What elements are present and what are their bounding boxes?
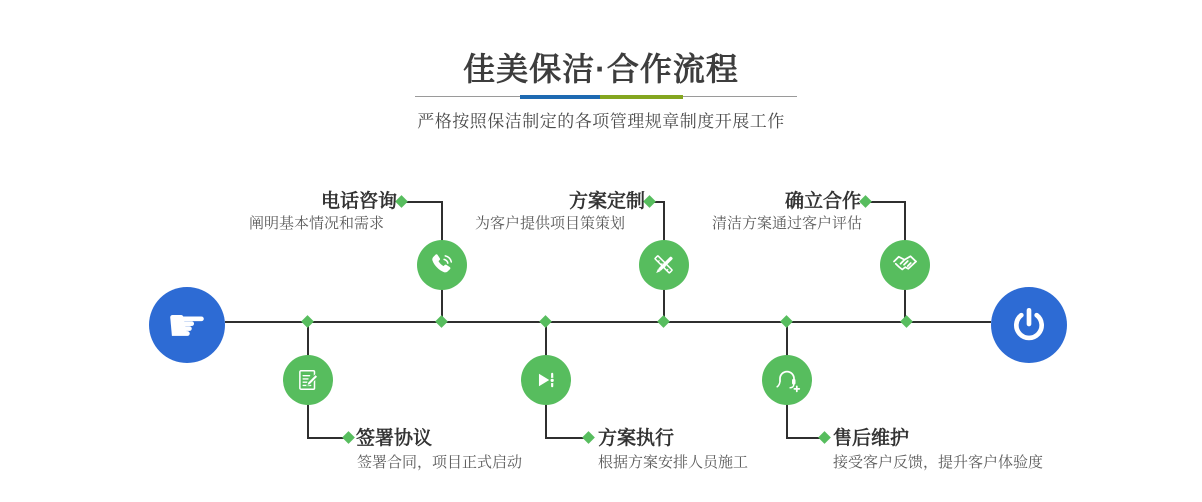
connector-line xyxy=(786,437,822,439)
diamond-marker xyxy=(900,315,913,328)
diamond-marker xyxy=(859,195,872,208)
diamond-marker xyxy=(342,431,355,444)
step-description: 根据方案安排人员施工 xyxy=(598,454,749,471)
step-label: 售后维护 xyxy=(833,428,910,449)
diamond-marker xyxy=(643,195,656,208)
step-label: 确立合作 xyxy=(784,191,861,212)
diamond-marker xyxy=(818,431,831,444)
step-label: 方案定制 xyxy=(568,191,645,212)
headset-support-icon xyxy=(773,366,801,394)
connector-line xyxy=(307,437,346,439)
step-node-aftersales xyxy=(762,355,812,405)
diamond-marker xyxy=(780,315,793,328)
page-subtitle: 严格按照保洁制定的各项管理规章制度开展工作 xyxy=(417,112,785,131)
step-description: 阐明基本情况和需求 xyxy=(248,215,384,232)
divider-green-segment xyxy=(600,95,683,99)
connector-line xyxy=(405,201,443,203)
end-node xyxy=(991,287,1067,363)
phone-icon xyxy=(428,251,456,279)
sign-document-icon xyxy=(295,367,321,393)
step-label: 签署协议 xyxy=(356,428,433,449)
step-description: 为客户提供项目策策划 xyxy=(474,215,625,232)
step-node-cooperation xyxy=(880,240,930,290)
step-node-design xyxy=(639,240,689,290)
pointing-hand-icon: ☛ xyxy=(166,298,208,352)
step-label: 电话咨询 xyxy=(320,191,397,212)
step-description: 接受客户反馈，提升客户体验度 xyxy=(833,454,1044,471)
power-icon xyxy=(1009,305,1049,345)
step-node-execute xyxy=(521,355,571,405)
step-description: 签署合同，项目正式启动 xyxy=(357,454,523,471)
handshake-icon xyxy=(890,250,920,280)
connector-line xyxy=(870,201,906,203)
diamond-marker xyxy=(395,195,408,208)
step-node-phone xyxy=(417,240,467,290)
timeline-main-line xyxy=(225,321,991,323)
start-node xyxy=(149,287,225,363)
diamond-marker xyxy=(435,315,448,328)
diamond-marker xyxy=(539,315,552,328)
pencil-ruler-icon xyxy=(650,251,678,279)
divider-blue-segment xyxy=(520,95,600,99)
diamond-marker xyxy=(657,315,670,328)
step-description: 清洁方案通过客户评估 xyxy=(711,215,862,232)
page-title: 佳美保洁·合作流程 xyxy=(463,51,739,87)
connector-line xyxy=(545,437,586,439)
diamond-marker xyxy=(582,431,595,444)
step-label: 方案执行 xyxy=(598,428,675,449)
diamond-marker xyxy=(301,315,314,328)
step-node-sign xyxy=(283,355,333,405)
play-execute-icon xyxy=(533,367,559,393)
